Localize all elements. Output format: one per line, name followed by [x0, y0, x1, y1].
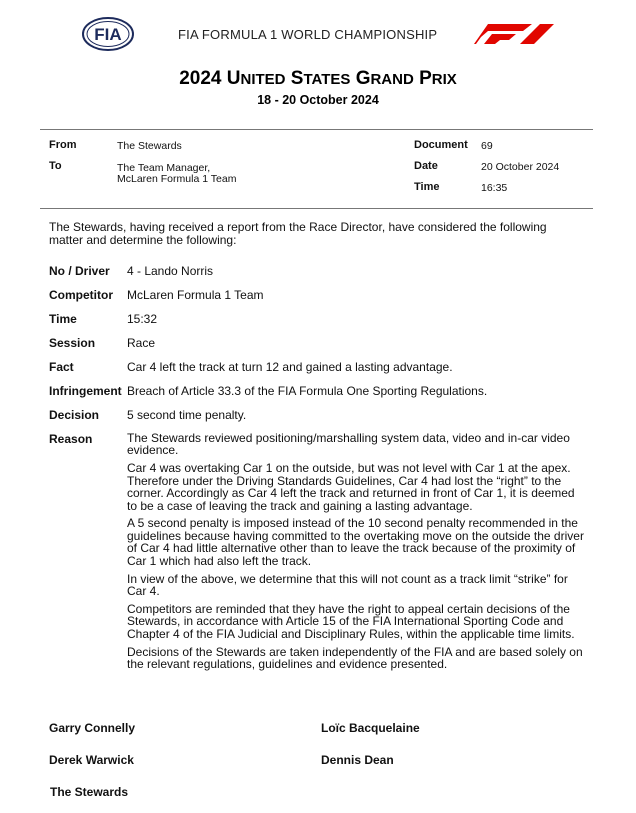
session-value: Race: [127, 336, 156, 350]
decision-label: Decision: [49, 408, 100, 422]
reason-paragraph: Competitors are reminded that they have the right to appeal certain decisions of the Stewards, in accordance with Article 15 of the FIA International Sporting Code and Chapter 4 of the FIA Judicial and Disciplinary Rules, within the applicable time limits.: [127, 601, 575, 641]
infringement-label: Infringement: [49, 384, 122, 398]
to-label: To: [49, 160, 62, 172]
reason-paragraph: Decisions of the Stewards are taken independently of the FIA and are based solely on the relevant regulations, guidelines and evidence presented.: [127, 644, 583, 671]
steward-name: Dennis Dean: [321, 753, 394, 767]
reason-paragraph: In view of the above, we determine that this will not count as a track limit “strike” for Car 4.: [127, 571, 568, 598]
reason-label: Reason: [49, 432, 93, 446]
fact-label: Fact: [49, 360, 74, 374]
fia-logo-text: FIA: [94, 25, 122, 44]
reason-paragraph: Car 4 was overtaking Car 1 on the outside, but was not level with Car 1 at the apex. Therefore under the Driving Standards Guidelines, Car 4 had lost the “right” to the corner. Accordingly as Car 4 left the track and returned in front of Car 1, it is deemed to be a case of leaving the track and gaining a lasting advantage.: [127, 461, 575, 513]
event-dates: 18 - 20 October 2024: [257, 93, 379, 107]
header-top-rule: [40, 129, 593, 130]
driver-value: 4 - Lando Norris: [127, 264, 214, 278]
reason-paragraph: A 5 second penalty is imposed instead of the 10 second penalty recommended in the guidelines because having committed to the overtaking move on the outside the driver of Car 4 had little alternative other than to leave the track because of the proximity of Car 1 which had also left the track.: [127, 516, 584, 568]
decision-value: 5 second time penalty.: [127, 408, 247, 422]
time-label: Time: [414, 181, 440, 193]
signature-footer: The Stewards: [50, 785, 129, 799]
steward-name: Loïc Bacquelaine: [321, 721, 420, 735]
to-value-line2: McLaren Formula 1 Team: [117, 173, 237, 185]
reason-text: [127, 432, 587, 676]
reason-paragraph: The Stewards reviewed positioning/marshalling system data, video and in-car video evidence.: [127, 431, 570, 458]
document-value: 69: [481, 140, 493, 152]
date-label: Date: [414, 160, 438, 172]
competitor-label: Competitor: [49, 288, 113, 302]
steward-name: Derek Warwick: [49, 753, 134, 767]
steward-name: Garry Connelly: [49, 721, 136, 735]
session-label: Session: [49, 336, 96, 350]
championship-title: FIA FORMULA 1 WORLD CHAMPIONSHIP: [178, 27, 438, 42]
from-label: From: [49, 139, 77, 151]
event-title: 2024 UNITED STATES GRAND PRIX: [179, 68, 457, 89]
competitor-value: McLaren Formula 1 Team: [127, 288, 264, 302]
driver-label: No / Driver: [49, 264, 110, 278]
to-value-line1: The Team Manager,: [117, 162, 211, 174]
fia-logo: [82, 17, 134, 51]
infringement-value: Breach of Article 33.3 of the FIA Formula One Sporting Regulations.: [127, 384, 488, 398]
intro-text: The Stewards, having received a report from the Race Director, have considered the following matter and determine the following:: [49, 220, 547, 247]
document-label: Document: [414, 139, 468, 151]
time-value: 16:35: [481, 182, 508, 194]
fact-value: Car 4 left the track at turn 12 and gained a lasting advantage.: [127, 360, 453, 374]
header-bottom-rule: [40, 208, 593, 209]
from-value: The Stewards: [117, 140, 182, 152]
incident-time-value: 15:32: [127, 312, 158, 326]
f1-logo: [474, 24, 554, 44]
incident-time-label: Time: [49, 312, 77, 326]
date-value: 20 October 2024: [481, 161, 560, 173]
